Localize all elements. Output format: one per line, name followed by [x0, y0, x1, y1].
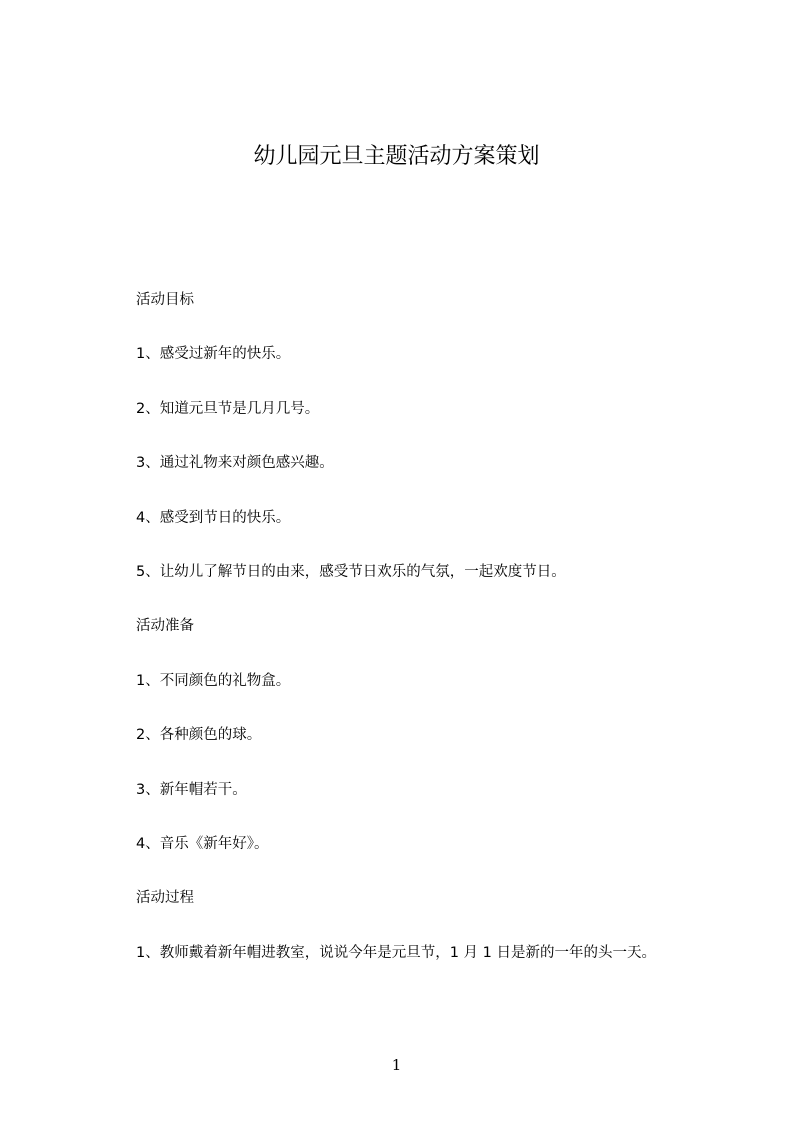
document-body: [136, 288, 736, 995]
section-heading-process: 活动过程: [136, 890, 194, 907]
process-item-1: 1、教师戴着新年帽进教室，说说今年是元旦节，1 月 1 日是新的一年的头一天。: [136, 944, 657, 961]
preparation-item-1: 1、不同颜色的礼物盒。: [136, 672, 291, 689]
preparation-item-4: 4、音乐《新年好》。: [136, 835, 269, 852]
page-number: 1: [391, 1056, 402, 1074]
goal-item-1: 1、感受过新年的快乐。: [136, 346, 291, 363]
document-title: 幼儿园元旦主题活动方案策划: [253, 144, 540, 169]
section-heading-preparation: 活动准备: [136, 618, 194, 635]
goal-item-4: 4、感受到节日的快乐。: [136, 509, 291, 526]
goal-item-2: 2、知道元旦节是几月几号。: [136, 400, 320, 417]
preparation-item-3: 3、新年帽若干。: [136, 781, 247, 798]
goal-item-5: 5、让幼儿了解节日的由来，感受节日欢乐的气氛，一起欢度节日。: [136, 563, 566, 580]
preparation-item-2: 2、各种颜色的球。: [136, 727, 262, 744]
goal-item-3: 3、通过礼物来对颜色感兴趣。: [136, 455, 334, 472]
section-heading-goals: 活动目标: [136, 292, 194, 308]
